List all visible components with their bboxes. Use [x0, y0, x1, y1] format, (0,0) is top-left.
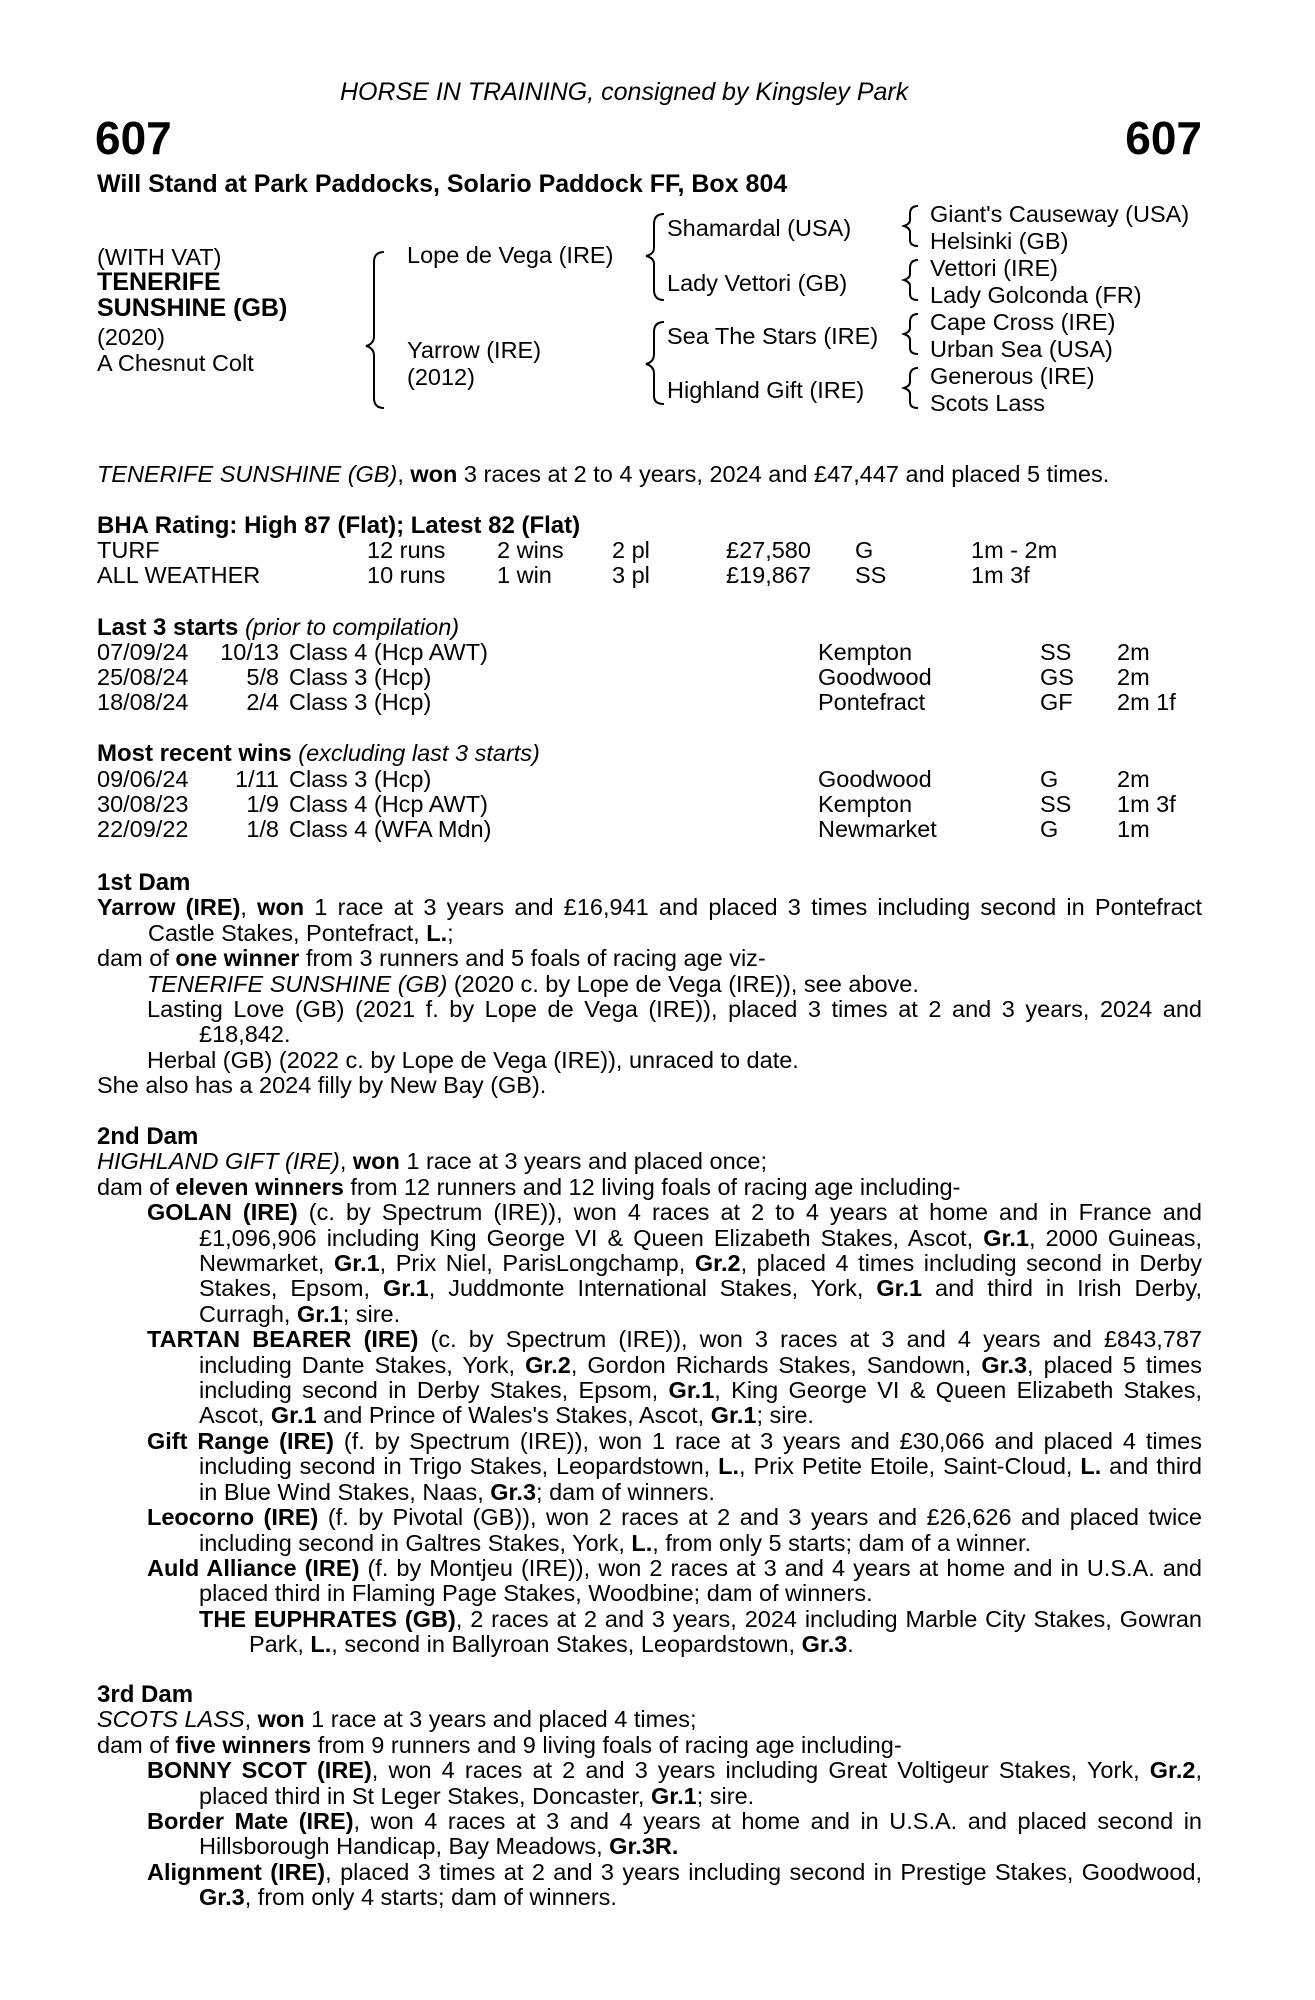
pedigree-g8: Scots Lass: [930, 390, 1045, 416]
race-course: Goodwood: [818, 664, 932, 690]
grade: Gr.1: [650, 1782, 697, 1809]
first-dam-name: Yarrow (IRE): [97, 894, 241, 921]
summary-won: won: [410, 461, 458, 487]
bha-surface: TURF: [97, 537, 160, 563]
second-dam-won: won: [352, 1148, 400, 1175]
pedigree-dam-year: (2012): [407, 364, 475, 390]
race-class: Class 3 (Hcp): [289, 766, 432, 792]
produce-detail: and Prince of Wales's Stakes, Ascot,: [323, 1402, 705, 1429]
pedigree-g6: Urban Sea (USA): [930, 336, 1113, 362]
produce-detail: , from only 4 starts; dam of winners.: [244, 1884, 617, 1911]
second-dam-record: HIGHLAND GIFT (IRE), won 1 race at 3 years and placed once;: [97, 1148, 768, 1175]
first-dam-text: 1 race at 3 years and £16,941 and placed 3 times including second in Pontefract Castle Stakes, Pontefract,: [148, 894, 1203, 946]
grade: Gr.3R.: [609, 1833, 679, 1860]
grade: L.: [718, 1453, 740, 1480]
grade: Gr.1: [876, 1275, 923, 1302]
produce-item: [97, 1048, 1202, 1073]
pedigree-g3: Vettori (IRE): [930, 255, 1058, 281]
pedigree-g2: Helsinki (GB): [930, 228, 1069, 254]
third-dam-record: SCOTS LASS, won 1 race at 3 years and placed 4 times;: [97, 1706, 697, 1733]
produce-detail: , placed 5 times including second in Derby Stakes, Epsom,: [199, 1351, 1203, 1404]
produce-detail: ; sire.: [756, 1402, 814, 1429]
second-dam-title: 2nd Dam: [97, 1123, 199, 1150]
second-dam-winners: eleven winners: [175, 1173, 344, 1200]
bha-prize: £19,867: [726, 562, 811, 588]
catalogue-title: HORSE IN TRAINING, consigned by Kingsley Park: [340, 78, 909, 106]
third-dam-won: won: [257, 1706, 305, 1733]
bha-rating-title: BHA Rating: High 87 (Flat); Latest 82 (Flat): [97, 512, 581, 539]
race-date: 09/06/24: [97, 766, 189, 792]
horse-name-line1: TENERIFE: [97, 268, 221, 296]
bha-placed: 2 pl: [612, 537, 650, 563]
pedigree-sire: Lope de Vega (IRE): [407, 242, 614, 268]
produce-detail: , placed 3 times at 2 and 3 years including second in Prestige Stakes, Goodwood,: [325, 1858, 1202, 1885]
second-dam-section: [97, 1124, 1202, 1658]
summary-horse-name: TENERIFE SUNSHINE (GB): [97, 461, 398, 487]
produce-detail: , 2 races at 2 and 3 years, 2024 including Marble City Stakes, Gowran Park,: [249, 1605, 1202, 1658]
produce-detail: Lasting Love (GB) (2021 f. by Lope de Vega (IRE)), placed 3 times at 2 and 3 years, 2024 and £18,842.: [147, 996, 1202, 1048]
race-going: G: [1040, 766, 1059, 792]
produce-detail: and third in Irish Derby, Curragh,: [199, 1275, 1202, 1327]
grade: Gr.1: [296, 1300, 343, 1327]
pedigree-sire-dam: Lady Vettori (GB): [667, 270, 848, 296]
vat-note: (WITH VAT): [97, 244, 222, 270]
race-class: Class 4 (Hcp AWT): [289, 639, 488, 665]
dam-of-label: dam of: [97, 945, 169, 972]
race-position: 1/11: [235, 766, 279, 792]
grade-listed: L.: [426, 919, 448, 946]
race-distance: 2m 1f: [1117, 689, 1176, 715]
race-distance: 2m: [1117, 639, 1150, 665]
produce-detail: ; sire.: [696, 1782, 755, 1809]
produce-detail: and third in Blue Wind Stakes, Naas,: [199, 1453, 1202, 1505]
bha-going: G: [855, 537, 874, 563]
produce-detail: , placed third in St Leger Stakes, Doncaster,: [199, 1757, 1202, 1809]
first-dam-won: won: [257, 894, 305, 921]
pedigree-g1: Giant's Causeway (USA): [930, 201, 1190, 227]
produce-detail: (f. by Montjeu (IRE)), won 2 races at 3 and 4 years at home and in U.S.A. and placed third in Flaming Page Stakes, Woodbine; dam of winners.: [199, 1554, 1202, 1607]
race-date: 18/08/24: [97, 689, 189, 715]
produce-bonny-scot: [97, 1758, 1202, 1809]
race-course: Pontefract: [818, 689, 926, 715]
race-going: GS: [1040, 664, 1074, 690]
produce-detail: (c. by Spectrum (IRE)), won 4 races at 2 to 4 years at home and in France and £1,096,906 including King George VI & Queen Elizabeth Stakes, Ascot,: [199, 1199, 1202, 1251]
produce-name: BONNY SCOT (IRE): [147, 1757, 372, 1784]
produce-leocorno: [97, 1505, 1202, 1556]
race-class: Class 4 (WFA Mdn): [289, 816, 492, 842]
last3-title: [97, 615, 459, 640]
pedigree-dam-dam: Highland Gift (IRE): [667, 377, 865, 403]
produce-detail: , Gordon Richards Stakes, Sandown,: [570, 1351, 972, 1378]
race-position: 10/13: [220, 639, 279, 665]
produce-detail: , from only 5 starts; dam of a winner.: [652, 1529, 1032, 1556]
third-dam-section: [97, 1682, 1202, 1911]
race-summary: TENERIFE SUNSHINE (GB), won 3 races at 2 to 4 years, 2024 and £47,447 and placed 5 times.: [97, 461, 1110, 487]
first-dam-record: Yarrow (IRE), won 1 race at 3 years and £16,941 and placed 3 times including second in Pontefract Castle Stakes, Pontefract, L.;: [97, 894, 1203, 946]
produce-alignment: [97, 1860, 1202, 1911]
horse-description: A Chesnut Colt: [97, 350, 254, 376]
first-dam-section: [97, 870, 1202, 1099]
produce-detail: , won 4 races at 2 and 3 years including Great Voltigeur Stakes, York,: [371, 1757, 1140, 1784]
pedigree-braces: [0, 0, 1315, 460]
stand-location: Will Stand at Park Paddocks, Solario Paddock FF, Box 804: [97, 170, 788, 198]
grade: Gr.2: [694, 1250, 741, 1277]
race-course: Kempton: [818, 639, 913, 665]
race-distance: 1m: [1117, 816, 1150, 842]
produce-name: TENERIFE SUNSHINE (GB): [147, 970, 448, 997]
race-course: Kempton: [818, 791, 913, 817]
produce-name: Auld Alliance (IRE): [147, 1554, 360, 1581]
recent-wins-heading: Most recent wins: [97, 740, 292, 767]
third-dam-produce-intro: [97, 1733, 1202, 1758]
race-class: Class 3 (Hcp): [289, 689, 432, 715]
race-date: 30/08/23: [97, 791, 189, 817]
grade: Gr.1: [270, 1402, 317, 1429]
lot-number-right: 607: [1125, 112, 1202, 164]
pedigree-sire-sire: Shamardal (USA): [667, 215, 852, 241]
race-course: Newmarket: [818, 816, 937, 842]
produce-detail: (f. by Spectrum (IRE)), won 1 race at 3 years and £30,066 and placed 4 times including second in Trigo Stakes, Leopardstown,: [199, 1427, 1202, 1480]
horse-name-line2: SUNSHINE (GB): [97, 294, 288, 322]
produce-detail: (c. by Spectrum (IRE)), won 3 races at 3 and 4 years and £843,787 including Dante Stakes, York,: [199, 1326, 1203, 1378]
produce-detail: , Prix Petite Etoile, Saint-Cloud,: [739, 1453, 1073, 1480]
grade: L.: [310, 1631, 332, 1658]
grade: Gr.2: [525, 1351, 571, 1378]
pedigree-dam-sire: Sea The Stars (IRE): [667, 323, 879, 349]
third-dam-title: 3rd Dam: [97, 1681, 194, 1708]
second-dam-text: 1 race at 3 years and placed once;: [406, 1148, 768, 1175]
produce-detail: .: [847, 1631, 854, 1658]
grade: Gr.3: [801, 1631, 848, 1658]
race-class: Class 4 (Hcp AWT): [289, 791, 488, 817]
last3-heading: Last 3 starts: [97, 614, 239, 641]
first-dam-winners: one winner: [175, 945, 300, 972]
bha-prize: £27,580: [726, 537, 811, 563]
grade: Gr.3: [199, 1884, 245, 1911]
race-distance: 2m: [1117, 664, 1150, 690]
produce-detail: (2020 c. by Lope de Vega (IRE)), see above.: [453, 970, 919, 997]
grade: Gr.3: [981, 1351, 1028, 1378]
produce-detail: ; sire.: [342, 1300, 401, 1327]
bha-runs: 12 runs: [367, 537, 446, 563]
race-going: GF: [1040, 689, 1073, 715]
produce-detail: , second in Ballyroan Stakes, Leopardstown,: [331, 1631, 796, 1658]
produce-name: Alignment (IRE): [147, 1858, 326, 1885]
summary-text: 3 races at 2 to 4 years, 2024 and £47,447 and placed 5 times.: [463, 461, 1110, 487]
produce-detail: (f. by Pivotal (GB)), won 2 races at 2 and 3 years and £26,626 and placed twice including second in Galtres Stakes, York,: [199, 1504, 1202, 1556]
grade: Gr.1: [668, 1377, 715, 1404]
lot-number-left: 607: [95, 112, 172, 164]
produce-name: THE EUPHRATES (GB): [199, 1605, 456, 1632]
pedigree-g5: Cape Cross (IRE): [930, 309, 1116, 335]
bha-wins: 1 win: [497, 562, 552, 588]
recent-wins-note: (excluding last 3 starts): [298, 740, 540, 766]
grade: Gr.1: [382, 1275, 429, 1302]
produce-detail: , Juddmonte International Stakes, York,: [428, 1275, 864, 1302]
produce-item: [97, 972, 1202, 997]
produce-golan: [97, 1200, 1202, 1327]
bha-placed: 3 pl: [612, 562, 650, 588]
second-dam-produce-intro: [97, 1175, 1202, 1200]
race-going: G: [1040, 816, 1059, 842]
bha-runs: 10 runs: [367, 562, 446, 588]
pedigree-g4: Lady Golconda (FR): [930, 282, 1142, 308]
race-position: 1/8: [246, 816, 279, 842]
second-dam-name: HIGHLAND GIFT (IRE): [97, 1148, 340, 1175]
bha-distance: 1m - 2m: [971, 537, 1058, 563]
grade: L.: [631, 1529, 653, 1556]
produce-detail: Herbal (GB) (2022 c. by Lope de Vega (IRE)), unraced to date.: [147, 1046, 799, 1073]
dam-of-label: dam of: [97, 1731, 169, 1758]
race-date: 22/09/22: [97, 816, 189, 842]
grade: Gr.2: [1149, 1757, 1196, 1784]
race-distance: 1m 3f: [1117, 791, 1176, 817]
produce-detail: , 2000 Guineas, Newmarket,: [199, 1224, 1202, 1277]
produce-note: [97, 1073, 1202, 1098]
produce-name: GOLAN (IRE): [147, 1199, 298, 1226]
dam-of-label: dam of: [97, 1173, 169, 1200]
race-class: Class 3 (Hcp): [289, 664, 432, 690]
third-dam-runners: from 9 runners and 9 living foals of racing age including-: [317, 1731, 902, 1758]
produce-detail: She also has a 2024 filly by New Bay (GB).: [97, 1072, 547, 1099]
first-dam-title: 1st Dam: [97, 869, 191, 896]
race-position: 5/8: [246, 664, 279, 690]
race-position: 1/9: [246, 791, 279, 817]
produce-detail: ; dam of winners.: [536, 1478, 715, 1505]
produce-name: Gift Range (IRE): [147, 1427, 334, 1454]
race-course: Goodwood: [818, 766, 932, 792]
race-going: SS: [1040, 639, 1072, 665]
produce-detail: , King George VI & Queen Elizabeth Stakes, Ascot,: [199, 1377, 1203, 1429]
race-going: SS: [1040, 791, 1072, 817]
race-distance: 2m: [1117, 766, 1150, 792]
grade: Gr.1: [710, 1402, 757, 1429]
third-dam-winners: five winners: [175, 1731, 312, 1758]
bha-distance: 1m 3f: [971, 562, 1030, 588]
first-dam-runners: from 3 runners and 5 foals of racing age viz-: [305, 945, 766, 972]
pedigree-g7: Generous (IRE): [930, 363, 1095, 389]
produce-detail: , Prix Niel, ParisLongchamp,: [379, 1250, 686, 1277]
produce-auld-alliance: [97, 1556, 1202, 1607]
produce-the-euphrates: [97, 1607, 1202, 1658]
second-dam-runners: from 12 runners and 12 living foals of racing age including-: [350, 1173, 961, 1200]
bha-wins: 2 wins: [497, 537, 564, 563]
first-dam-produce-intro: [97, 946, 1202, 971]
produce-name: Leocorno (IRE): [147, 1504, 319, 1531]
produce-border-mate: [97, 1809, 1202, 1860]
grade: Gr.3: [490, 1478, 537, 1505]
grade: Gr.1: [333, 1250, 380, 1277]
produce-gift-range: [97, 1429, 1202, 1505]
produce-name: Border Mate (IRE): [147, 1808, 354, 1835]
produce-detail: , placed 4 times including second in Derby Stakes, Epsom,: [199, 1250, 1203, 1302]
produce-item: [97, 997, 1202, 1048]
race-position: 2/4: [246, 689, 279, 715]
produce-name: TARTAN BEARER (IRE): [147, 1326, 419, 1353]
grade: Gr.1: [983, 1224, 1029, 1251]
produce-detail: , won 4 races at 3 and 4 years at home and in U.S.A. and placed second in Hillsborough Handicap, Bay Meadows,: [199, 1808, 1202, 1860]
punct: ;: [447, 919, 454, 946]
horse-year: (2020): [97, 324, 165, 350]
produce-tartan-bearer: [97, 1327, 1202, 1429]
recent-wins-title: [97, 741, 540, 766]
third-dam-text: 1 race at 3 years and placed 4 times;: [311, 1706, 697, 1733]
last3-note: (prior to compilation): [244, 614, 460, 640]
bha-surface: ALL WEATHER: [97, 562, 261, 588]
race-date: 25/08/24: [97, 664, 189, 690]
grade: L.: [1080, 1453, 1102, 1480]
bha-going: SS: [855, 562, 887, 588]
third-dam-name: SCOTS LASS: [97, 1706, 245, 1733]
race-date: 07/09/24: [97, 639, 189, 665]
pedigree-dam: Yarrow (IRE): [407, 337, 542, 363]
